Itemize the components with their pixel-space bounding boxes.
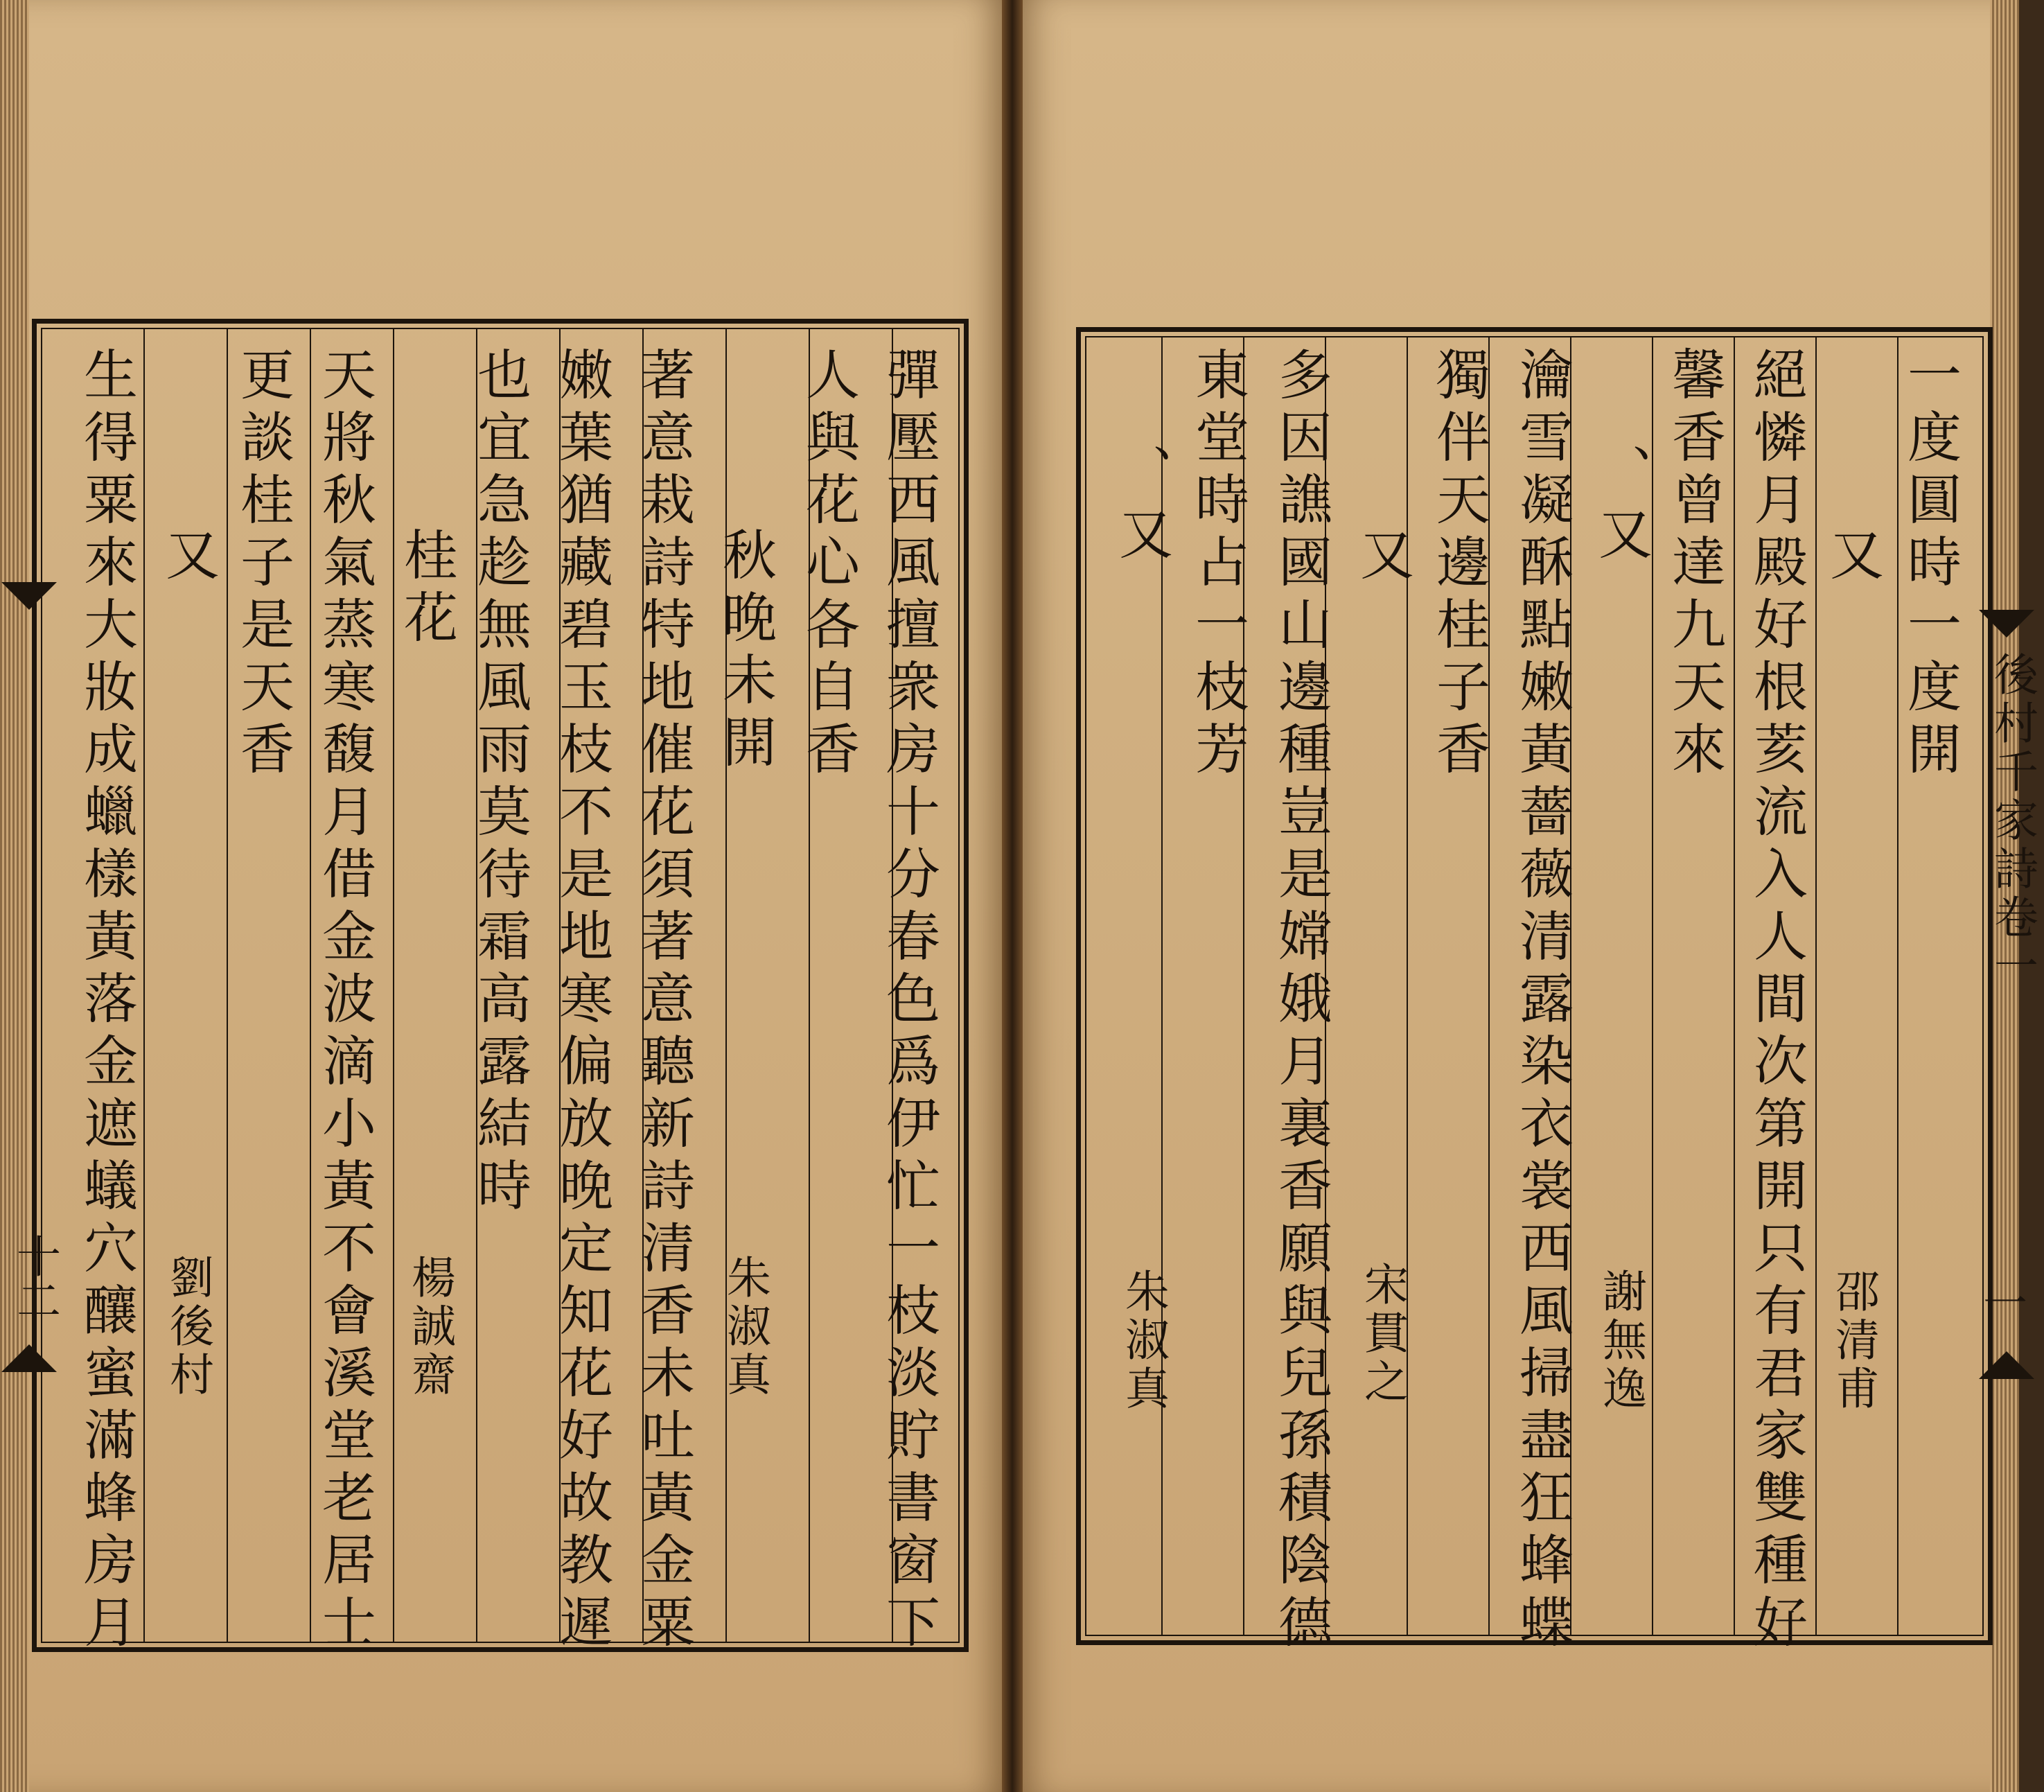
right-col-11-author: 朱淑真 (1118, 1268, 1169, 1414)
right-col-11: 、又 (1110, 443, 1172, 568)
right-col-2: 又 (1821, 527, 1883, 589)
fish-tail-top-left (1, 582, 57, 610)
left-col-1: 彈壓西風擅衆房十分春色爲伊忙一枝淡貯書窗下 (877, 346, 940, 1656)
right-col-8: 又 (1351, 527, 1413, 589)
right-col-5-author: 謝無逸 (1595, 1268, 1646, 1414)
right-col-10: 東堂時占一枝芳 (1186, 346, 1249, 783)
left-col-10-author: 劉後村 (162, 1254, 213, 1400)
left-col-8: 天將秋氣蒸寒馥月借金波滴小黃不會溪堂老居士 (313, 346, 376, 1656)
left-col-3-author: 朱淑真 (719, 1254, 770, 1400)
right-page-number: 一 (1983, 1279, 2027, 1330)
right-col-9: 多因譙國山邊種豈是嫦娥月裏香願與兒孫積陰德 (1269, 346, 1332, 1656)
right-col-7: 獨伴天邊桂子香 (1427, 346, 1490, 783)
left-col-6: 也宜急趁無風雨莫待霜高露結時 (468, 346, 531, 1220)
right-col-8-author: 宋貫之 (1357, 1261, 1408, 1407)
right-spine-label: 後村千家詩卷一 (1986, 651, 2038, 991)
left-col-10: 又 (157, 527, 219, 589)
left-col-3: 秋晚未開 (714, 527, 776, 776)
fish-tail-bottom-right (1979, 1351, 2034, 1379)
left-col-5: 嫩葉猶藏碧玉枝不是地寒偏放晚定知花好故教遲 (550, 346, 613, 1656)
left-page-number: 十二 (9, 1233, 60, 1322)
left-col-11: 生得粟來大妝成蠟樣黃落金遮蟻穴釀蜜滿蜂房月 (75, 346, 137, 1656)
left-col-9: 更談桂子是天香 (231, 346, 294, 783)
right-col-6: 瀹雪凝酥點嫩黃薔薇清露染衣裳西風掃盡狂蜂蝶 (1510, 346, 1573, 1656)
book-gutter (1002, 0, 1023, 1792)
left-col-2: 人與花心各自香 (797, 346, 859, 783)
fish-tail-top-right (1979, 610, 2034, 638)
left-col-7-author: 楊誠齋 (404, 1254, 455, 1400)
left-col-7: 桂花 (395, 527, 457, 651)
right-col-4: 馨香曾達九天來 (1663, 346, 1725, 783)
fish-tail-bottom-left (1, 1344, 57, 1372)
right-col-5: 、又 (1589, 443, 1652, 568)
right-col-1: 一度圓時一度開 (1898, 346, 1961, 783)
right-col-3: 絕憐月殿好根荄流入人間次第開只有君家雙種好 (1745, 346, 1807, 1656)
right-col-2-author: 邵清甫 (1828, 1268, 1879, 1414)
page-edge-left (0, 0, 29, 1792)
left-col-4: 著意栽詩特地催花須著意聽新詩清香未吐黃金粟 (632, 346, 694, 1656)
